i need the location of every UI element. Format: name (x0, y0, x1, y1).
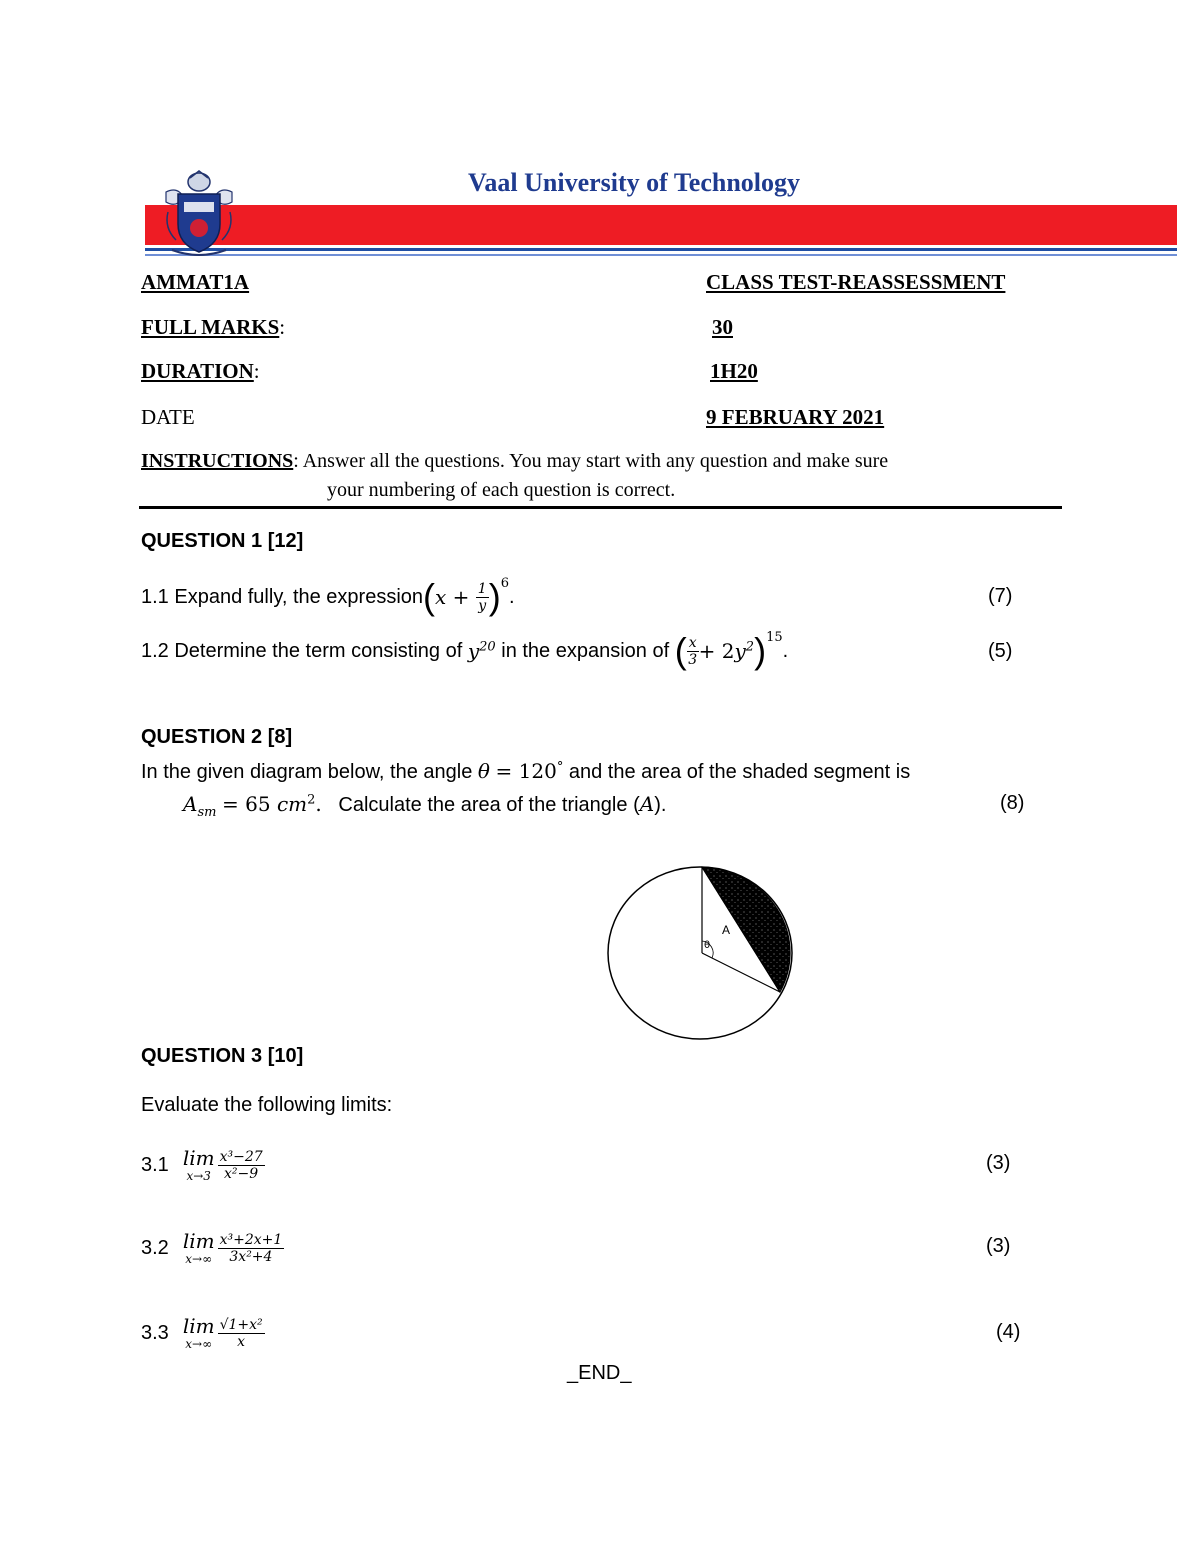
instructions-label: INSTRUCTIONS (141, 450, 294, 472)
instructions-text-2: your numbering of each question is correct. (327, 479, 676, 501)
question-1-1 (141, 572, 515, 622)
period: . (509, 585, 515, 608)
question-2-title: QUESTION 2 [8] (141, 726, 293, 748)
question-3-intro: Evaluate the following limits: (141, 1094, 393, 1116)
fraction-x-over-3: $\frac{x}{3}$ (688, 634, 698, 668)
blue-rule-thin (145, 254, 1177, 256)
limit-number: 3.2 (141, 1236, 169, 1259)
q2-text-a: In the given diagram below, the angle (141, 761, 473, 783)
limit-operator: lim x→∞ (182, 1314, 215, 1351)
exponent-6: 6 (500, 575, 509, 591)
test-type: CLASS TEST-REASSESSMENT (706, 270, 1006, 294)
area-segment-symbol: $A_{sm}$ (183, 792, 217, 820)
question-1-title: QUESTION 1 [12] (141, 530, 304, 552)
question-2-line-2 (183, 792, 666, 820)
q1-2-mid: in the expansion of (501, 639, 670, 662)
limit-fraction: $\frac{\text{x³+2x+1}}{\text{3x²+4}}$ (219, 1231, 283, 1265)
q1-1-marks: (7) (988, 585, 1013, 607)
university-crest-logo (158, 168, 240, 260)
limit-operator: lim x→3 (182, 1146, 215, 1183)
q2-marks: (8) (1000, 792, 1025, 814)
q2-text-c: Calculate the area of the triangle (338, 794, 628, 816)
university-title: Vaal University of Technology (468, 168, 801, 197)
q3-3-marks: (4) (996, 1321, 1021, 1343)
var-x: x (435, 585, 447, 609)
y-power-20: $y^{20}$ (467, 639, 496, 663)
limit-fraction: $\frac{\text{x³−27}}{\text{x²−9}}$ (219, 1148, 263, 1182)
duration-value: 1H20 (710, 359, 758, 383)
limit-item-3-2 (141, 1223, 284, 1273)
angle-label: θ (704, 940, 711, 951)
red-band (145, 205, 1177, 245)
theta-value: = 120° (495, 759, 564, 783)
limit-operator: lim x→∞ (182, 1229, 215, 1266)
triangle-symbol: (A). (633, 792, 667, 816)
date-label: DATE (141, 405, 195, 429)
limit-item-3-3 (141, 1308, 265, 1358)
close-paren-2: ) (754, 630, 767, 671)
instructions-text-1: Answer all the questions. You may start with any question and make sure (302, 450, 889, 472)
end-marker: _END_ (567, 1362, 632, 1384)
q1-2-marks: (5) (988, 640, 1013, 662)
limit-item-3-1 (141, 1140, 265, 1190)
exponent-15: 15 (766, 629, 783, 645)
full-marks-label: FULL MARKS (141, 315, 280, 339)
fraction-1-over-y: $\frac{1}{y}$ (477, 580, 487, 614)
full-marks-value: 30 (712, 315, 733, 339)
circle-segment-diagram (604, 862, 800, 1042)
theta-symbol: θ (477, 759, 490, 783)
q1-2-text: 1.2 Determine the term consisting of (141, 639, 463, 662)
section-divider (139, 506, 1062, 509)
triangle-label: A (722, 923, 731, 937)
duration-label: DURATION (141, 359, 254, 383)
blue-rule (145, 248, 1177, 251)
plus-two: + 2 (698, 639, 735, 663)
course-code: AMMAT1A (141, 270, 250, 294)
limit-number: 3.1 (141, 1153, 169, 1176)
q2-text-b: and the area of the shaded segment is (568, 761, 911, 783)
open-paren-2: ( (674, 630, 687, 671)
q3-2-marks: (3) (986, 1235, 1011, 1257)
q1-1-text: 1.1 Expand fully, the expression (141, 585, 424, 608)
limit-fraction: $\frac{\text{√1+x²}}{x}$ (219, 1316, 263, 1350)
full-marks-row-label: FULL MARKS: (141, 315, 286, 339)
question-1-2 (141, 626, 788, 676)
q3-1-marks: (3) (986, 1152, 1011, 1174)
open-paren: ( (423, 576, 436, 617)
question-2-line-1 (141, 759, 910, 784)
limit-number: 3.3 (141, 1321, 169, 1344)
close-paren: ) (488, 576, 501, 617)
instructions-line-1: INSTRUCTIONS: Answer all the questions. You may start with any question and make sure (141, 450, 889, 472)
area-segment-value: = 65 $cm^2$. (222, 792, 322, 816)
question-3-title: QUESTION 3 [10] (141, 1045, 304, 1067)
plus-sign: + (446, 585, 476, 609)
period-2: . (782, 639, 789, 662)
y-squared: $y^2$ (734, 639, 755, 663)
date-value: 9 FEBRUARY 2021 (706, 405, 885, 429)
duration-row-label: DURATION: (141, 359, 260, 383)
